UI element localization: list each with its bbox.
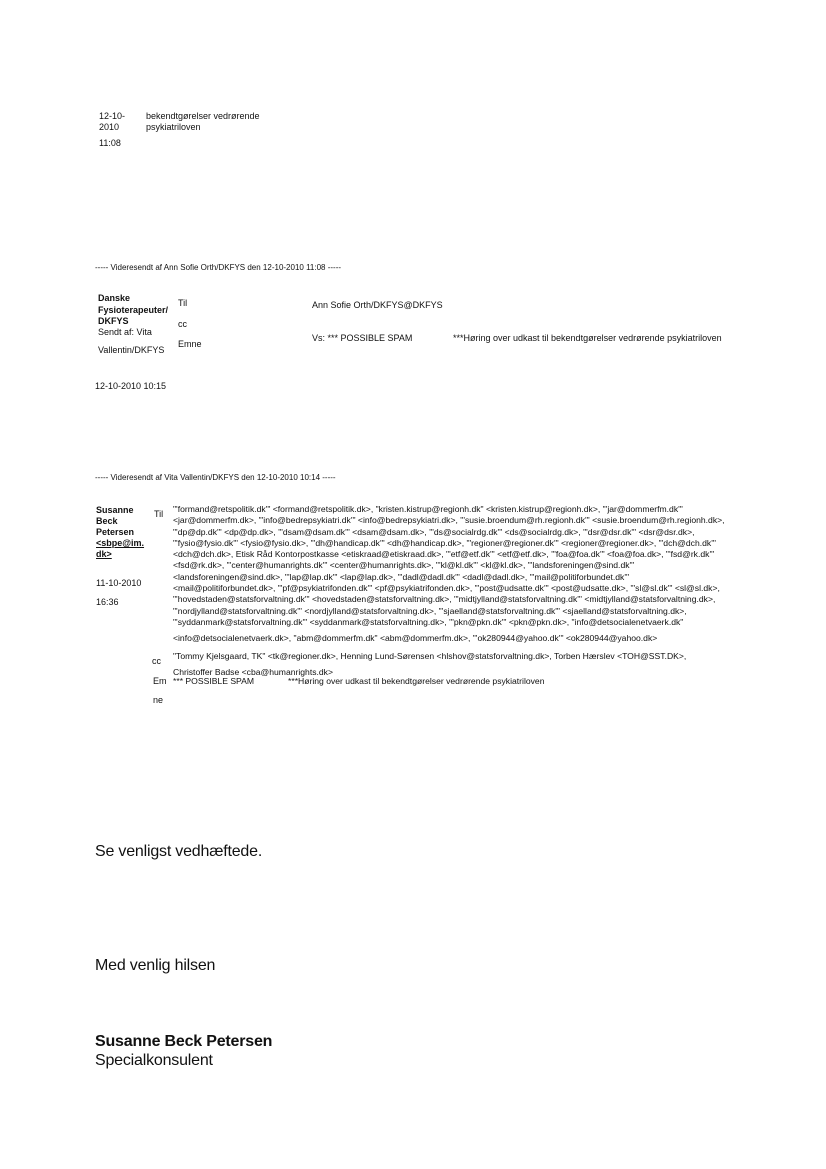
fwd2-to-recipients <box>173 504 725 645</box>
fwd1-sent-by-line1: Sendt af: Vita <box>98 327 152 337</box>
header-subject-line1: bekendtgørelser vedrørende <box>146 111 260 121</box>
to-line[interactable]: <dch@dch.dk>, Etisk Råd Kontorpostkasse <etiskraad@etiskraad.dk>, "'etf@etf.dk'" <etf@etf.dk>, "'foa@foa.dk'" <foa@foa.dk>, "'fsd@rk.dk'" <box>173 549 715 560</box>
fwd1-sender-line1: Danske <box>98 293 131 303</box>
to-line[interactable]: "'hovedstaden@statsforvaltning.dk'" <hovedstaden@statsforvaltning.dk>, "'midtjylland@statsforvaltning.dk'" <midtjylland@statsforvaltning.dk>, <box>173 594 716 605</box>
fwd2-sender-line1: Susanne <box>96 505 134 515</box>
fwd2-time: 16:36 <box>96 597 119 607</box>
fwd2-date: 11-10-2010 <box>96 578 142 588</box>
to-line[interactable]: "'dp@dp.dk'" <dp@dp.dk>, "'dsam@dsam.dk'" <dsam@dsam.dk>, "'ds@socialrdg.dk'" <ds@socialrdg.dk>, "'dsr@dsr.dk'" <dsr@dsr.dk>, <box>173 526 695 537</box>
signature-title: Specialkonsulent <box>95 1052 213 1069</box>
to-line[interactable]: <mail@politiforbundet.dk>, "'pf@psykiatrifonden.dk'" <pf@psykiatrifonden.dk>, "'post@udsatte.dk'" <post@udsatte.dk>, "'sl@sl.dk'" <sl@sl.dk>, <box>173 583 720 594</box>
fwd2-cc-recipients <box>173 651 686 679</box>
to-line[interactable]: "'nordjylland@statsforvaltning.dk'" <nordjylland@statsforvaltning.dk>, "'sjaelland@statsforvaltning.dk'" <sjaelland@statsforvaltning.dk>, <box>173 605 687 616</box>
to-line[interactable]: <jar@dommerfm.dk>, "'info@bedrepsykiatri.dk'" <info@bedrepsykiatri.dk>, "'susie.broendum@rh.regionh.dk'" <susie.broendum@rh.regionh.dk>, <box>173 515 725 526</box>
signature-name: Susanne Beck Petersen <box>95 1033 273 1050</box>
cc-line[interactable]: "Tommy Kjelsgaard, TK" <tk@regioner.dk>, Henning Lund-Sørensen <hlshov@statsforvaltning.dk>, Torben Hærslev <TOH@SST.DK>, <box>173 651 687 661</box>
to-line[interactable]: <info@detsocialenetvaerk.dk>, "abm@dommerfm.dk" <abm@dommerfm.dk>, "'ok280944@yahoo.dk'" <ok280944@yahoo.dk> <box>173 633 658 644</box>
header-time: 11:08 <box>99 138 121 148</box>
fwd2-sender-email-line2[interactable]: dk> <box>96 549 112 559</box>
fwd1-sender-line2: Fysioterapeuter/ <box>98 305 169 315</box>
to-line[interactable]: <fsd@rk.dk>, "'center@humanrights.dk'" <center@humanrights.dk>, "'kl@kl.dk'" <kl@kl.dk>, "'landsforeningen@sind.dk'" <box>173 560 635 571</box>
fwd1-label-to: Til <box>178 298 188 308</box>
to-line[interactable]: "'syddanmark@statsforvaltning.dk'" <syddanmark@statsforvaltning.dk>, "'pkn@pkn.dk'" <pkn@pkn.dk>, "info@detsocialenetvaerk.dk" <box>173 616 684 627</box>
fwd2-sender-email-line1[interactable]: <sbpe@im. <box>96 538 145 548</box>
to-line[interactable]: <landsforeningen@sind.dk>, "'lap@lap.dk'" <lap@lap.dk>, "'dadl@dadl.dk'" <dadl@dadl.dk>, "'mail@politiforbundet.dk'" <box>173 571 630 582</box>
fwd1-sent-by-line2: Vallentin/DKFYS <box>98 345 165 355</box>
fwd1-to-value: Ann Sofie Orth/DKFYS@DKFYS <box>312 300 443 310</box>
fwd1-sender-line3: DKFYS <box>98 316 129 326</box>
header-date-line2: 2010 <box>99 122 120 132</box>
fwd1-label-cc: cc <box>178 319 187 329</box>
to-line[interactable]: "'formand@retspolitik.dk'" <formand@retspolitik.dk>, "kristen.kistrup@regionh.dk" <kristen.kistrup@regionh.dk>, "'jar@dommerfm.dk'" <box>173 504 683 514</box>
header-date-line1: 12-10- <box>99 111 126 121</box>
body-text-greeting: Med venlig hilsen <box>95 957 216 974</box>
fwd2-label-cc: cc <box>152 656 161 666</box>
forward-banner-1: ----- Videresendt af Ann Sofie Orth/DKFYS den 12-10-2010 11:08 ----- <box>95 263 342 272</box>
fwd1-datetime: 12-10-2010 10:15 <box>95 381 167 391</box>
forward-banner-2: ----- Videresendt af Vita Vallentin/DKFYS den 12-10-2010 10:14 ----- <box>95 473 336 482</box>
fwd2-subject-text: ***Høring over udkast til bekendtgørelser vedrørende psykiatriloven <box>288 676 545 686</box>
fwd1-label-subject: Emne <box>178 339 202 349</box>
fwd1-subject-prefix: Vs: *** POSSIBLE SPAM <box>312 333 413 343</box>
cc-line[interactable]: Christoffer Badse <cba@humanrights.dk> <box>173 667 333 678</box>
fwd2-label-subject-line2: ne <box>153 695 164 705</box>
header-subject-line2: psykiatriloven <box>146 122 201 132</box>
fwd2-label-to: Til <box>154 509 164 519</box>
fwd2-sender-line2: Beck <box>96 516 118 526</box>
fwd2-subject-prefix: *** POSSIBLE SPAM <box>173 676 255 686</box>
fwd2-label-subject-line1: Em <box>153 676 167 686</box>
fwd2-sender-line3: Petersen <box>96 527 135 537</box>
body-text-attached: Se venligst vedhæftede. <box>95 843 263 860</box>
to-line[interactable]: "'fysio@fysio.dk'" <fysio@fysio.dk>, "'dh@handicap.dk'" <dh@handicap.dk>, "'regioner@regioner.dk'" <regioner@regioner.dk>, "'dch@dch.dk'" <box>173 537 716 548</box>
fwd1-subject-text: ***Høring over udkast til bekendtgørelser vedrørende psykiatriloven <box>453 333 722 343</box>
